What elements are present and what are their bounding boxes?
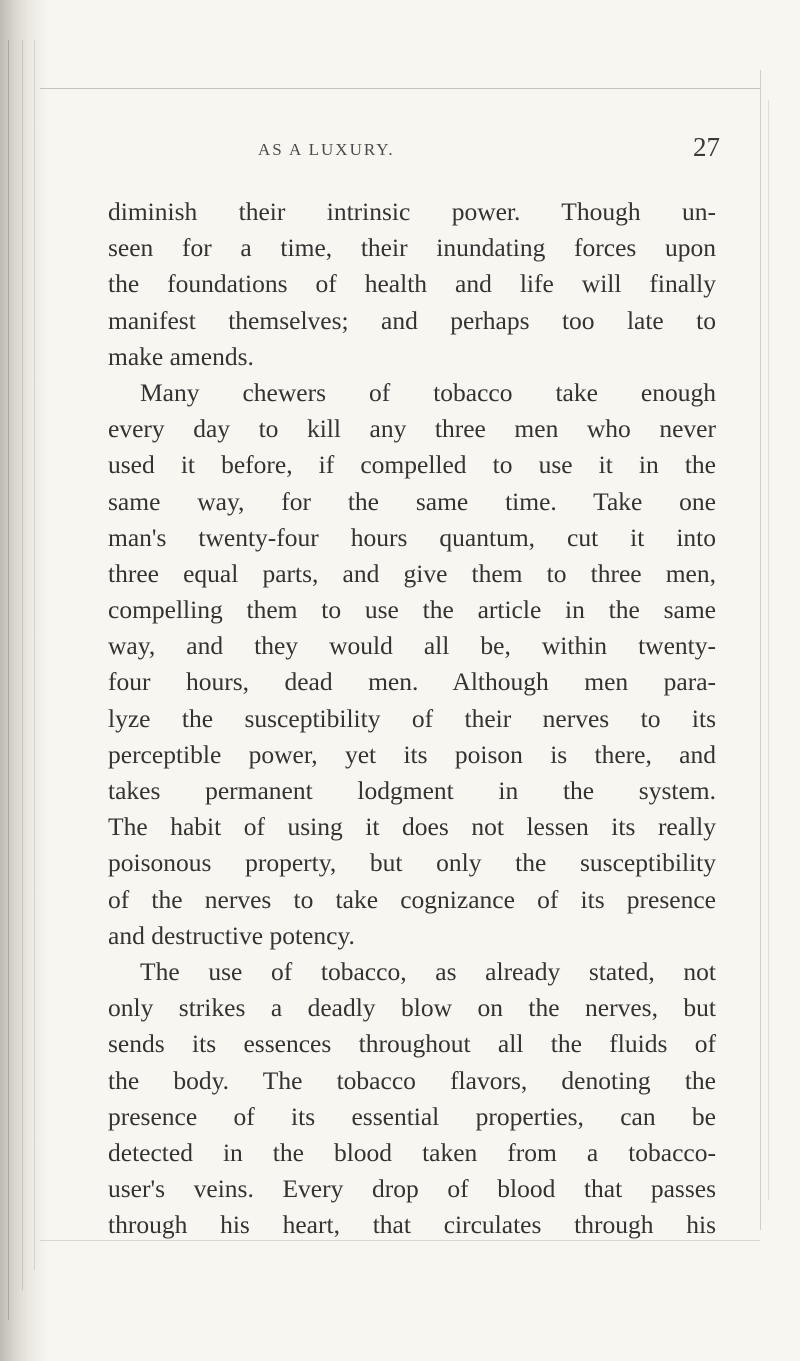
text-line: user's veins. Every drop of blood that passes (108, 1174, 716, 1204)
gutter-line (34, 40, 35, 1270)
body-text (108, 194, 716, 1243)
text-line: the foundations of health and life will finally (108, 269, 716, 299)
text-line: every day to kill any three men who never (108, 414, 716, 444)
text-line: poisonous property, but only the susceptibility (108, 848, 716, 878)
text-line: four hours, dead men. Although men para- (108, 667, 716, 697)
text-line: takes permanent lodgment in the system. (108, 776, 716, 805)
page-edge-line (768, 100, 769, 1200)
text-line: presence of its essential properties, can be (108, 1101, 716, 1131)
page-edge-line (760, 70, 761, 1230)
text-line: through his heart, that circulates through his (108, 1210, 716, 1240)
text-line: way, and they would all be, within twenty- (108, 631, 716, 661)
text-line: sends its essences throughout all the fluids of (108, 1029, 716, 1059)
top-rule (40, 88, 760, 89)
running-head: AS A LUXURY. (258, 140, 395, 159)
text-line: manifest themselves; and perhaps too late to (108, 305, 716, 335)
page-gutter (0, 0, 48, 1361)
page-header (100, 132, 720, 172)
text-line: The use of tobacco, as already stated, not (140, 956, 716, 986)
text-line: diminish their intrinsic power. Though un- (108, 197, 716, 226)
text-line: man's twenty-four hours quantum, cut it into (108, 522, 716, 552)
text-line: of the nerves to take cognizance of its presence (108, 884, 716, 914)
text-line: and destructive potency. (108, 920, 355, 950)
text-line: only strikes a deadly blow on the nerves, but (108, 993, 716, 1023)
text-line: detected in the blood taken from a tobacco- (108, 1137, 716, 1167)
text-line: used it before, if compelled to use it in the (108, 450, 716, 480)
text-line: three equal parts, and give them to three men, (108, 558, 716, 588)
text-line: lyze the susceptibility of their nerves to its (108, 703, 716, 733)
text-line: same way, for the same time. Take one (108, 486, 716, 516)
text-line: seen for a time, their inundating forces upon (108, 233, 716, 263)
text-line: Many chewers of tobacco take enough (140, 377, 716, 407)
text-line: The habit of using it does not lessen its really (108, 812, 716, 842)
gutter-line (22, 40, 23, 1290)
text-line: compelling them to use the article in the same (108, 595, 716, 625)
text-line: the body. The tobacco flavors, denoting the (108, 1065, 716, 1095)
text-line: make amends. (108, 341, 254, 371)
gutter-line (8, 40, 9, 1320)
text-line: perceptible power, yet its poison is there, and (108, 739, 716, 769)
page-number: 27 (693, 132, 720, 162)
